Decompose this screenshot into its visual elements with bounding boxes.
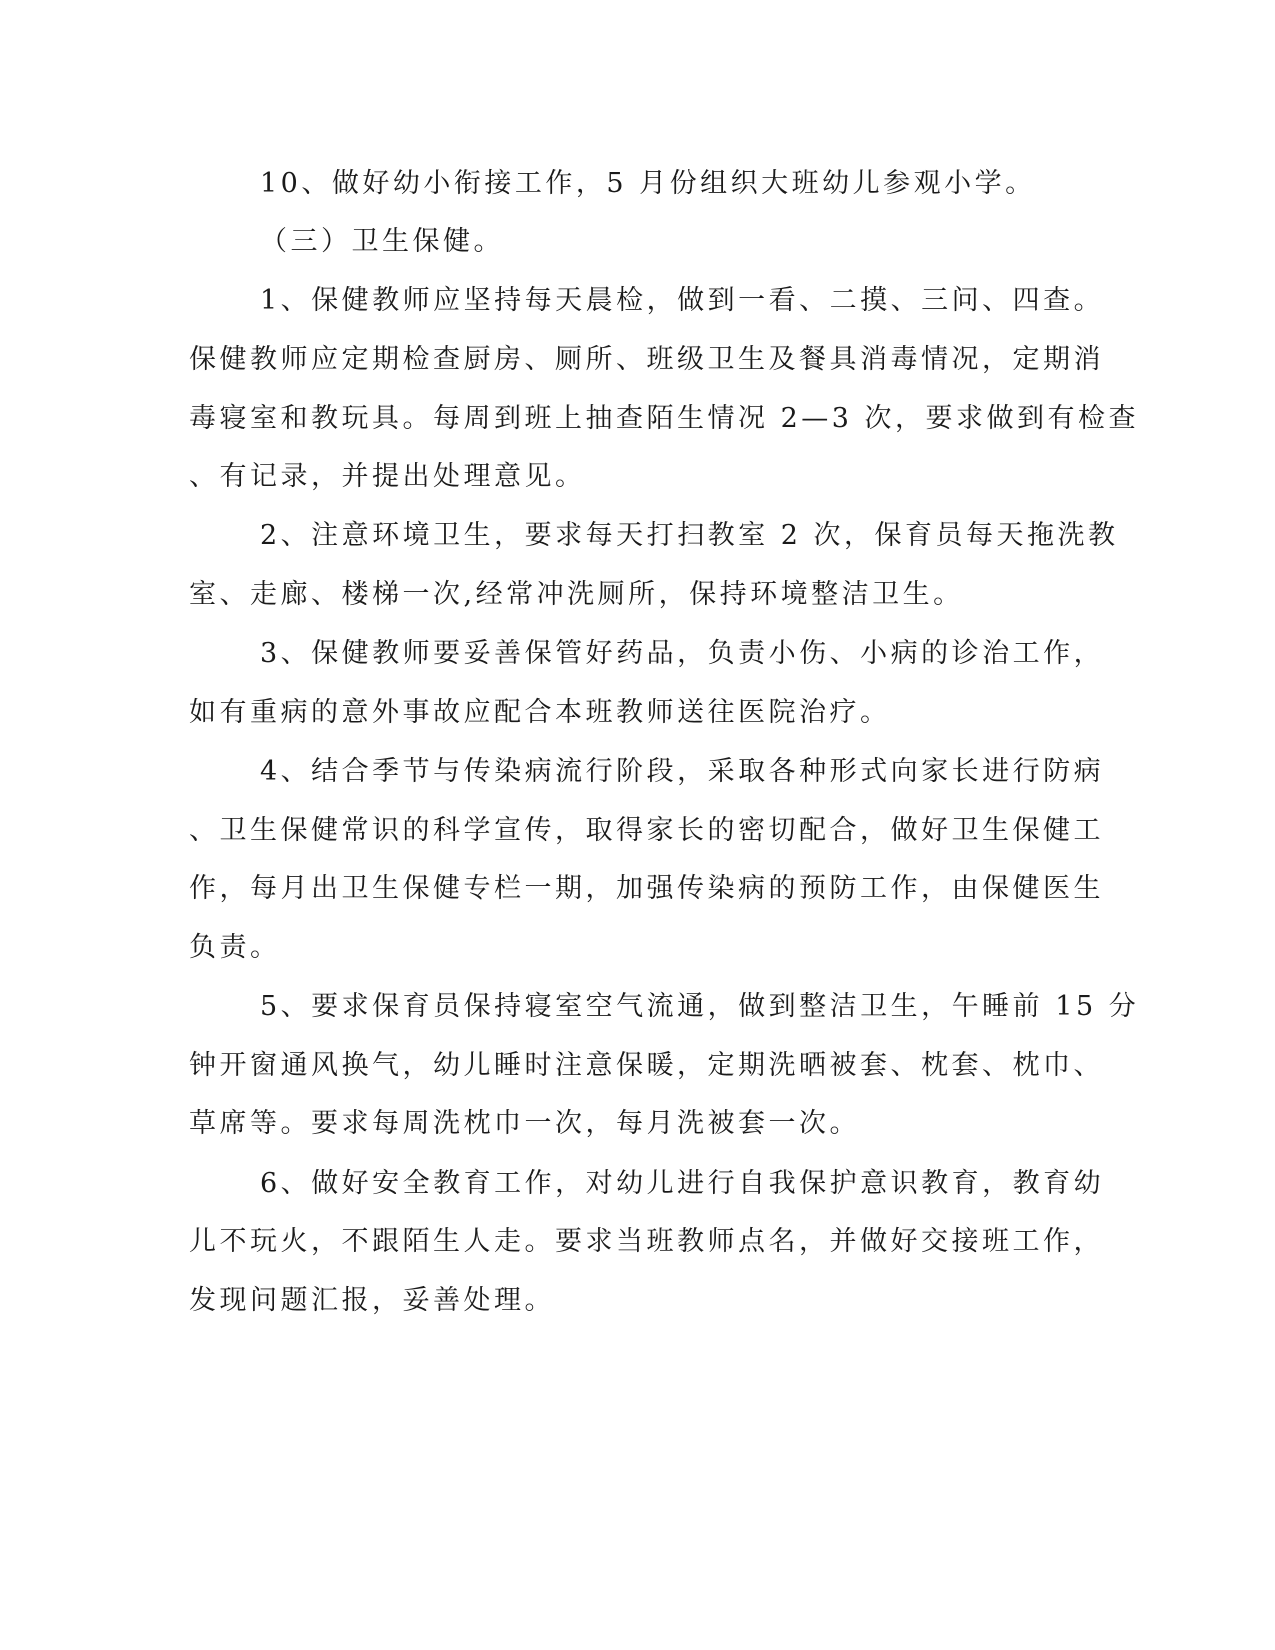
text-line: 负责。 (189, 932, 281, 963)
text-line: 毒寝室和教玩具。每周到班上抽查陌生情况 2—3 次，要求做到有检查 (189, 403, 1140, 434)
text-line-item-6: 6、做好安全教育工作，对幼儿进行自我保护意识教育，教育幼 (260, 1168, 1105, 1199)
text-line: 保健教师应定期检查厨房、厕所、班级卫生及餐具消毒情况，定期消 (189, 344, 1104, 375)
text-line-item-3: 3、保健教师要妥善保管好药品，负责小伤、小病的诊治工作， (260, 638, 1105, 669)
text-line: 、卫生保健常识的科学宣传，取得家长的密切配合，做好卫生保健工 (189, 815, 1104, 846)
text-line-item-5: 5、要求保育员保持寝室空气流通，做到整洁卫生，午睡前 15 分 (260, 991, 1140, 1022)
text-line-item-1: 1、保健教师应坚持每天晨检，做到一看、二摸、三问、四查。 (260, 285, 1105, 316)
text-line-item-4: 4、结合季节与传染病流行阶段，采取各种形式向家长进行防病 (260, 756, 1105, 787)
text-line: 、有记录，并提出处理意见。 (189, 461, 586, 492)
text-line-item-10: 10、做好幼小衔接工作，5 月份组织大班幼儿参观小学。 (260, 168, 1036, 199)
text-line: 作，每月出卫生保健专栏一期，加强传染病的预防工作，由保健医生 (189, 873, 1104, 904)
text-line: 钟开窗通风换气，幼儿睡时注意保暖，定期洗晒被套、枕套、枕巾、 (189, 1050, 1104, 1081)
text-line: 室、走廊、楼梯一次,经常冲洗厕所，保持环境整洁卫生。 (189, 579, 964, 610)
section-heading-health: （三）卫生保健。 (260, 226, 504, 257)
text-line: 儿不玩火，不跟陌生人走。要求当班教师点名，并做好交接班工作， (189, 1226, 1104, 1257)
text-line: 草席等。要求每周洗枕巾一次，每月洗被套一次。 (189, 1108, 860, 1139)
text-line: 如有重病的意外事故应配合本班教师送往医院治疗。 (189, 697, 891, 728)
text-line: 发现问题汇报，妥善处理。 (189, 1285, 555, 1316)
text-line-item-2: 2、注意环境卫生，要求每天打扫教室 2 次，保育员每天拖洗教 (260, 520, 1119, 551)
